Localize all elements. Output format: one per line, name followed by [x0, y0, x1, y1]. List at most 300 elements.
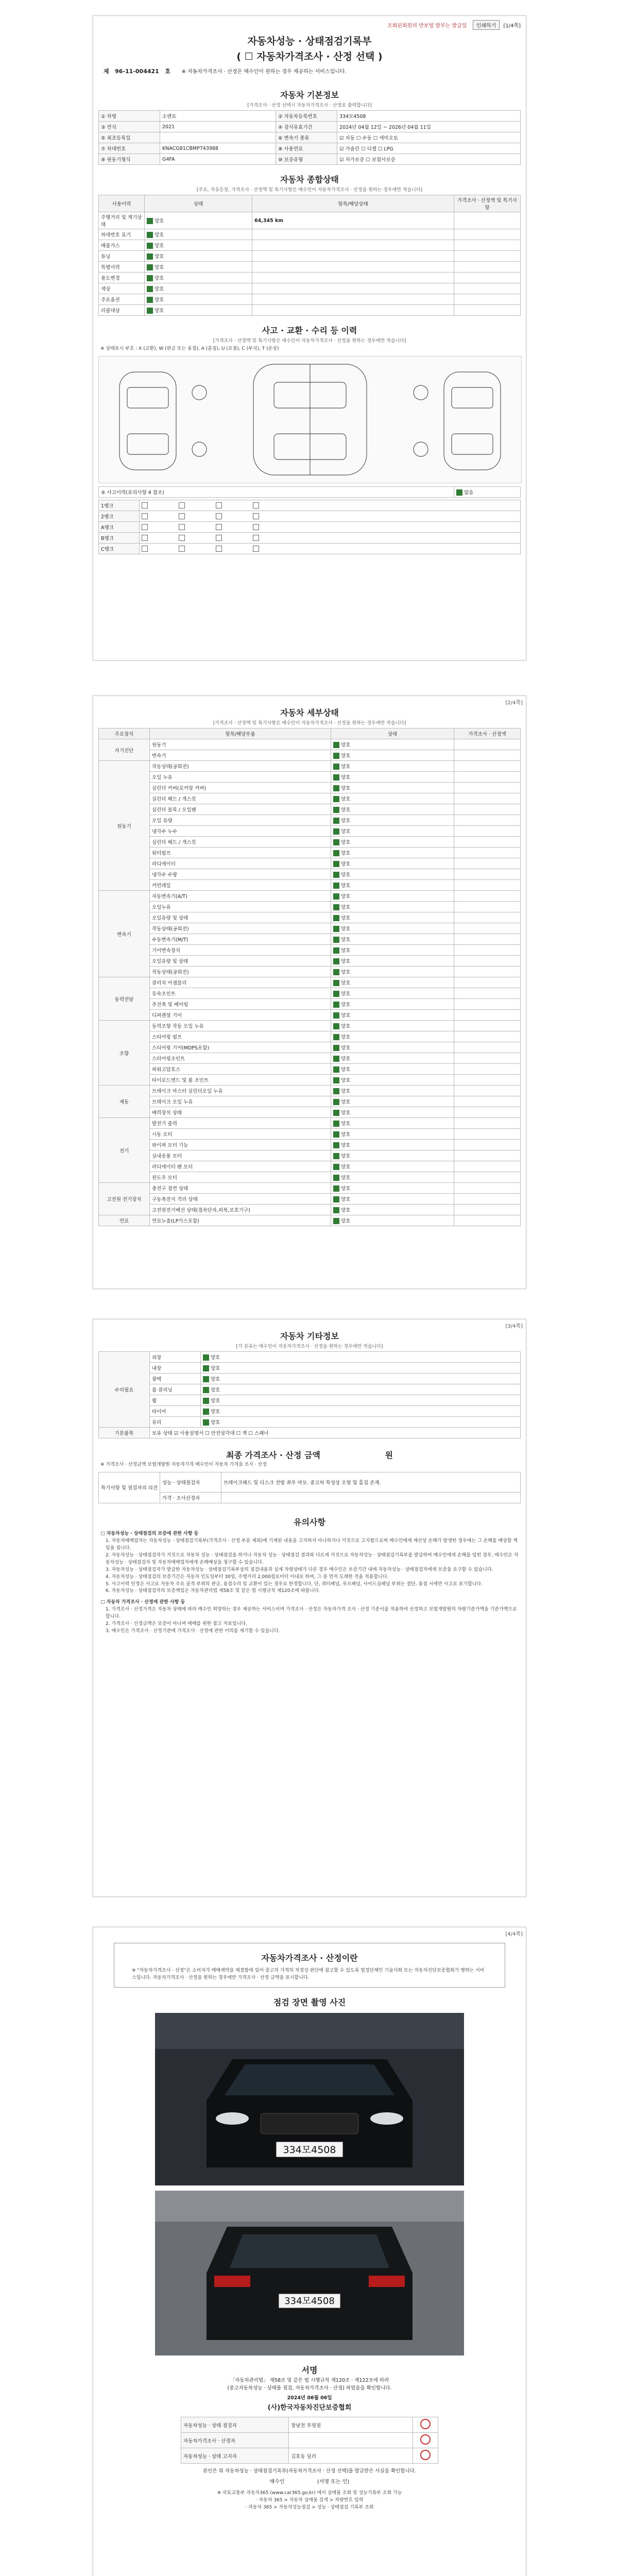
check-icon: [203, 1365, 209, 1371]
checkbox-icon: [253, 546, 259, 552]
detail-group: 원동기: [99, 761, 150, 891]
detail-group: 고전원 전기장치: [99, 1183, 150, 1215]
detail-col-3: 상태: [331, 728, 454, 739]
detail-row: [99, 891, 521, 902]
rank-table: [98, 500, 521, 554]
detail-price: [454, 1194, 521, 1205]
check-icon: [147, 232, 153, 238]
check-icon: [333, 1034, 339, 1040]
check-icon: [333, 893, 339, 900]
special-text: 브레이크패드 및 디스크 전방 좌우 마모. 중고차 특성상 오염 및 흠집 존재.: [221, 1472, 521, 1492]
detail-price: [454, 793, 521, 804]
rank-row: [99, 543, 521, 554]
detail-price: [454, 1086, 521, 1096]
price-title: 최종 가격조사 · 산정 금액 원: [226, 1450, 393, 1460]
check-icon: [333, 1045, 339, 1051]
basic-label: ④ 검사유효기간: [276, 122, 337, 132]
status-price: [454, 273, 521, 283]
rank-row: [99, 500, 521, 511]
detail-status: 양호: [331, 869, 454, 880]
detail-row: [99, 967, 521, 977]
repair-check: 양호: [201, 1384, 521, 1395]
detail-item: 디퍼렌셜 기어: [150, 1010, 331, 1021]
repair-check: 양호: [201, 1417, 521, 1428]
mileage-value: 64,345 km: [254, 217, 284, 224]
basic-label: ⑨ 원동기형식: [99, 154, 160, 165]
detail-price: [454, 934, 521, 945]
detail-item: 발전기 출력: [150, 1118, 331, 1129]
detail-price: [454, 1107, 521, 1118]
detail-price: [454, 891, 521, 902]
check-icon: [333, 742, 339, 748]
seal-icon: [413, 2448, 438, 2464]
detail-price: [454, 1161, 521, 1172]
note-line: 3. 매수인은 가격조사 · 산정기관에 가격조사 · 산정에 관한 이의를 제기할 수 있습니다.: [106, 1629, 280, 1634]
detail-item: 브레이크 오일 누유: [150, 1096, 331, 1107]
checkbox-icon: [216, 524, 222, 530]
detail-row: [99, 869, 521, 880]
detail-row: [99, 956, 521, 967]
seal-icon: [413, 2433, 438, 2448]
page-2: [93, 696, 526, 1289]
check-icon: [333, 883, 339, 889]
rank-label: 2랭크: [99, 511, 140, 521]
detail-row: [99, 945, 521, 956]
detail-item: 실린더 커버(로커암 커버): [150, 783, 331, 793]
seal-icon: [413, 2417, 438, 2433]
sign-name: 장남천 부평점: [289, 2417, 413, 2433]
repair-row: [99, 1363, 521, 1374]
detail-item: 추진축 및 베어링: [150, 999, 331, 1010]
detail-item: 시동 모터: [150, 1129, 331, 1140]
status-price: [454, 212, 521, 229]
basic-value: ☑ 가솔린 ☐ 디젤 ☐ LPG: [337, 143, 520, 154]
detail-item: 배력장치 상태: [150, 1107, 331, 1118]
detail-item: 충전구 절연 상태: [150, 1183, 331, 1194]
status-subtitle: [주요, 자유등장, 가격조사 · 산정액 및 특기사항은 매수인이 자동차가격조사 · 산정을 원하는 경우에만 적습니다]: [196, 188, 423, 193]
detail-price: [454, 869, 521, 880]
svg-text:334모4508: 334모4508: [283, 2144, 336, 2156]
detail-row: [99, 988, 521, 999]
detail-status: 양호: [331, 761, 454, 772]
note-line: 4. 자동차성능 · 상태점검의 보증기간은 자동차 인도일부터 30일, 주행거리 2,000킬로미터 이내로 하며, 그 중 먼저 도래한 것을 적용합니다.: [106, 1574, 389, 1580]
detail-price: [454, 880, 521, 891]
repair-item: 타이어: [150, 1406, 201, 1417]
detail-status: 양호: [331, 999, 454, 1010]
basic-value: G4FA: [160, 154, 276, 165]
check-icon: [333, 980, 339, 986]
sign-text-2: (중고자동차성능 · 상태를 점검, 자동차가격조사 · 산정) 하였음을 확인합니다.: [227, 2385, 392, 2392]
other-table: [98, 1351, 521, 1438]
status-row: [99, 294, 521, 305]
detail-item: 구동축전지 격리 상태: [150, 1194, 331, 1205]
detail-status: 양호: [331, 783, 454, 793]
status-price: [454, 229, 521, 240]
detail-item: 실린더 블록 / 오일팬: [150, 804, 331, 815]
check-icon: [203, 1398, 209, 1404]
detail-group: 제동: [99, 1086, 150, 1118]
check-icon: [333, 904, 339, 910]
detail-status: 양호: [331, 880, 454, 891]
check-icon: [203, 1354, 209, 1361]
detail-price: [454, 1064, 521, 1075]
detail-status: 양호: [331, 1053, 454, 1064]
basic-items-value: 보유 상태 ☑ 사용설명서 ☐ 안전삼각대 ☐ 잭 ☐ 스패너: [150, 1428, 521, 1438]
check-icon: [333, 828, 339, 835]
print-notice: 조회된회원의 반보험 발부는 발급일: [387, 23, 467, 29]
basic-value: [160, 132, 276, 143]
checkbox-icon: [179, 546, 185, 552]
check-icon: [333, 850, 339, 856]
repair-item: 룸 클리닝: [150, 1384, 201, 1395]
detail-row: [99, 1064, 521, 1075]
detail-group: 자기진단: [99, 739, 150, 761]
status-detail: [252, 229, 454, 240]
status-row: [99, 251, 521, 262]
detail-status: 양호: [331, 902, 454, 912]
checkbox-icon: [142, 513, 148, 519]
basic-info-row: [99, 143, 521, 154]
rank-label: A랭크: [99, 521, 140, 532]
checkbox-icon: [216, 546, 222, 552]
detail-row: [99, 1053, 521, 1064]
repair-item: 내장: [150, 1363, 201, 1374]
detail-status: 양호: [331, 1140, 454, 1150]
detail-item: 동력조향 작동 오일 누유: [150, 1021, 331, 1031]
detail-status: 양호: [331, 793, 454, 804]
rank-row: [99, 511, 521, 521]
detail-price: [454, 1129, 521, 1140]
print-button[interactable]: 인쇄하기: [473, 20, 500, 30]
sign-role: 자동차성능 · 상태 점검자: [181, 2417, 289, 2433]
detail-subtitle: [가격조사 · 산정액 및 특기사항은 매수인이 자동차가격조사 · 산정을 원하는 경우에만 적습니다]: [213, 721, 406, 726]
detail-row: [99, 1107, 521, 1118]
svg-text:334모4508: 334모4508: [284, 2295, 335, 2307]
sign-role: 자동차가격조사 · 산정자: [181, 2433, 289, 2448]
notes-head-2: □ 자동차 가격조사 · 산정에 관한 사항 등: [100, 1600, 185, 1605]
detail-row: [99, 1118, 521, 1129]
accident-history-value: 없음: [454, 486, 521, 497]
detail-group: 연료: [99, 1215, 150, 1226]
detail-item: 타이로드엔드 및 볼 조인트: [150, 1075, 331, 1086]
status-item: 리콜대상: [99, 305, 145, 316]
detail-item: 파워고압호스: [150, 1064, 331, 1075]
detail-status: 양호: [331, 750, 454, 761]
repair-row: [99, 1384, 521, 1395]
detail-status: 양호: [331, 1215, 454, 1226]
repair-item: 광택: [150, 1374, 201, 1384]
basic-info-row: [99, 122, 521, 132]
checkbox-icon: [216, 513, 222, 519]
detail-item: 기어변속장치: [150, 945, 331, 956]
detail-row: [99, 1150, 521, 1161]
detail-row: [99, 923, 521, 934]
basic-value: KNACG81CBMP743988: [160, 143, 276, 154]
detail-status: 양호: [331, 848, 454, 858]
detail-row: [99, 1086, 521, 1096]
status-price: [454, 251, 521, 262]
detail-col-1: 주요장치: [99, 728, 150, 739]
check-icon: [333, 807, 339, 813]
detail-status: 양호: [331, 1086, 454, 1096]
price-notice: ※ 가격조사 · 산정금액 보험개발원 자동차가격 매수인이 자동차 가격을 조사 · 산정: [100, 1462, 267, 1467]
doc-subtitle: ( ☐ 자동차가격조사 · 산정 선택 ): [236, 51, 383, 62]
checkbox-icon: [216, 502, 222, 509]
check-icon: [333, 1185, 339, 1192]
check-icon: [333, 818, 339, 824]
status-detail: [252, 273, 454, 283]
detail-status: 양호: [331, 772, 454, 783]
rank-label: B랭크: [99, 532, 140, 543]
detail-item: 실린더 헤드 / 개스킷: [150, 793, 331, 804]
service-box: [114, 1943, 505, 1988]
inspection-photo-rear: [155, 2191, 464, 2355]
detail-item: 실내송풍 모터: [150, 1150, 331, 1161]
special-row2-text: [221, 1492, 521, 1503]
status-check: 양호: [145, 262, 252, 273]
check-icon: [333, 796, 339, 802]
repair-item: 유리: [150, 1417, 201, 1428]
repair-row: [99, 1374, 521, 1384]
check-icon: [333, 1131, 339, 1138]
checkbox-icon: [142, 502, 148, 509]
check-icon: [203, 1376, 209, 1382]
rank-row: [99, 532, 521, 543]
detail-price: [454, 1031, 521, 1042]
check-icon: [333, 1002, 339, 1008]
note-line: 5. 사고이력 인정은 사고로 자동차 주요 골격 부위의 판금, 용접수리 및 교환이 있는 경우로 한정합니다. 단, 쿼터패널, 루프패널, 사이드실패널 부위는 절단, 용접 시에만 사고로 표기합니다.: [106, 1581, 483, 1587]
detail-item: 냉각수 수량: [150, 869, 331, 880]
repair-check: 양호: [201, 1374, 521, 1384]
check-icon: [147, 218, 153, 224]
check-icon: [333, 764, 339, 770]
check-icon: [147, 243, 153, 249]
basic-label: ③ 연식: [99, 122, 160, 132]
page-number: [4/4쪽]: [505, 1931, 523, 1937]
basic-info-title: 자동차 기본정보: [280, 90, 339, 100]
detail-group: 동력전달: [99, 977, 150, 1021]
check-icon: [333, 1077, 339, 1083]
checkbox-icon: [142, 524, 148, 530]
detail-status: 양호: [331, 739, 454, 750]
detail-price: [454, 815, 521, 826]
sign-row: [181, 2433, 438, 2448]
footer-line: · 자동차 365 > 자동차성능점검 > 성능 · 상태점검 기록부 조회: [245, 2505, 374, 2511]
basic-value: 2021: [160, 122, 276, 132]
checkbox-icon: [253, 513, 259, 519]
detail-price: [454, 804, 521, 815]
detail-price: [454, 1096, 521, 1107]
detail-row: [99, 858, 521, 869]
basic-label: ⑧ 사용연료: [276, 143, 337, 154]
detail-group: 변속기: [99, 891, 150, 977]
status-item: 차대번호 표기: [99, 229, 145, 240]
inspection-photo-front: [155, 2013, 464, 2185]
checkbox-icon: [216, 535, 222, 541]
detail-item: 작동상태(공회전): [150, 923, 331, 934]
check-icon: [147, 286, 153, 292]
basic-value: ☑ 자동 ☐ 수동 ☐ 세미오토: [337, 132, 520, 143]
detail-row: [99, 1194, 521, 1205]
check-icon: [147, 308, 153, 314]
check-icon: [333, 872, 339, 878]
detail-item: 와이퍼 모터 기능: [150, 1140, 331, 1150]
basic-info-subtitle: [가격조사 · 산정 선택시 자동차가격조사 · 산정표 출력합니다]: [247, 103, 372, 108]
status-col-3: 항목/해당상태: [252, 195, 454, 212]
page-number: [2/4쪽]: [505, 700, 523, 706]
detail-item: 변속기: [150, 750, 331, 761]
basic-items-row: [99, 1428, 521, 1438]
basic-label: ① 차명: [99, 111, 160, 122]
accident-legend: ※ 상태표시 부호 : X (교환), W (판금 또는 용접), A (흠집), U (요철), C (부식), T (손상): [100, 346, 279, 351]
page-1: [93, 15, 526, 660]
checkbox-icon: [253, 524, 259, 530]
status-price: [454, 305, 521, 316]
status-price: [454, 240, 521, 251]
accident-history-label: ⑤ 사고이력(유의사항 4 참조): [99, 486, 454, 497]
detail-price: [454, 1042, 521, 1053]
status-col-1: 사용이력: [99, 195, 145, 212]
detail-row: [99, 1215, 521, 1226]
basic-label: ⑦ 차대번호: [99, 143, 160, 154]
rank-parts: [140, 500, 521, 511]
check-icon: [333, 1023, 339, 1029]
detail-status: 양호: [331, 1096, 454, 1107]
check-icon: [333, 1142, 339, 1148]
rank-row: [99, 521, 521, 532]
detail-price: [454, 772, 521, 783]
detail-status: 양호: [331, 891, 454, 902]
status-detail: [252, 262, 454, 273]
status-detail: [252, 305, 454, 316]
detail-row: [99, 912, 521, 923]
detail-row: [99, 793, 521, 804]
check-icon: [333, 947, 339, 954]
detail-price: [454, 967, 521, 977]
detail-status: 양호: [331, 1021, 454, 1031]
detail-item: 작동상태(공회전): [150, 967, 331, 977]
detail-item: 실린더 헤드 / 개스킷: [150, 837, 331, 848]
repair-row: [99, 1417, 521, 1428]
detail-price: [454, 977, 521, 988]
check-icon: [147, 264, 153, 270]
detail-status: 양호: [331, 1107, 454, 1118]
rank-label: C랭크: [99, 543, 140, 554]
detail-price: [454, 739, 521, 750]
detail-row: [99, 1010, 521, 1021]
check-icon: [333, 1012, 339, 1019]
detail-price: [454, 1150, 521, 1161]
detail-row: [99, 1205, 521, 1215]
status-title: 자동차 종합상태: [280, 175, 339, 184]
status-check: 양호: [145, 283, 252, 294]
status-item: 주요옵션: [99, 294, 145, 305]
check-icon: [333, 1196, 339, 1202]
rank-parts: [140, 532, 521, 543]
detail-price: [454, 783, 521, 793]
special-table: [98, 1472, 521, 1503]
check-icon: [333, 1164, 339, 1170]
price-unit: 원: [385, 1450, 393, 1460]
detail-price: [454, 945, 521, 956]
rank-label: 1랭크: [99, 500, 140, 511]
detail-status: 양호: [331, 1010, 454, 1021]
status-check: 양호: [145, 305, 252, 316]
doc-no-suffix: 호: [165, 68, 170, 75]
detail-table: [98, 728, 521, 1226]
status-detail: [252, 283, 454, 294]
sign-title: 서명: [301, 2365, 318, 2375]
car-outline-icon: [99, 357, 521, 483]
checkbox-icon: [179, 524, 185, 530]
detail-col-2: 항목/해당부품: [150, 728, 331, 739]
sign-table: [181, 2417, 438, 2464]
sign-org: (사)한국자동차진단보증협회: [267, 2404, 352, 2412]
sign-name: 김호동 딜러: [289, 2448, 413, 2464]
detail-price: [454, 1205, 521, 1215]
detail-row: [99, 880, 521, 891]
check-icon: [203, 1387, 209, 1393]
status-price: [454, 294, 521, 305]
service-title: 자동차가격조사 · 산정이란: [261, 1953, 358, 1963]
notes-title: 유의사항: [294, 1517, 325, 1527]
detail-status: 양호: [331, 1129, 454, 1140]
status-col-4: 가격조사 · 산정액 및 특기사항: [454, 195, 521, 212]
check-icon: [333, 774, 339, 781]
status-price: [454, 262, 521, 273]
detail-row: [99, 826, 521, 837]
detail-price: [454, 837, 521, 848]
detail-price: [454, 826, 521, 837]
detail-status: 양호: [331, 1042, 454, 1053]
detail-item: 스티어링 펌프: [150, 1031, 331, 1042]
repair-row: [99, 1352, 521, 1363]
detail-row: [99, 1140, 521, 1150]
detail-row: [99, 1183, 521, 1194]
doc-title: 자동차성능 · 상태점검기록부: [247, 36, 372, 47]
repair-row: [99, 1406, 521, 1417]
detail-status: 양호: [331, 815, 454, 826]
check-icon: [333, 915, 339, 921]
detail-status: 양호: [331, 1031, 454, 1042]
detail-price: [454, 1010, 521, 1021]
detail-row: [99, 999, 521, 1010]
detail-item: 냉각수 누수: [150, 826, 331, 837]
detail-row: [99, 739, 521, 750]
receipt-text: 본인은 위 자동차성능 · 상태점검기록부(자동차가격조사 · 산정 선택)를 발급받은 사실을 확인합니다.: [203, 2468, 416, 2475]
detail-item: 등속조인트: [150, 988, 331, 999]
check-icon: [333, 785, 339, 791]
detail-row: [99, 1161, 521, 1172]
detail-status: 양호: [331, 837, 454, 848]
detail-row: [99, 804, 521, 815]
detail-status: 양호: [331, 988, 454, 999]
detail-price: [454, 1172, 521, 1183]
detail-status: 양호: [331, 945, 454, 956]
note-line: 2. 자동차성능 · 상태점검자가 거짓으로 자동차 성능 · 상태점검을 하거나 자동차 성능 · 상태점검 결과와 다르게 거짓으로 자동차성능 · 상태점검기록부를 발급하여 매수인에게 손해를 입힌 경우, 매수인은 자동차성능 · 상태점검자 및 자동차매매업자에게 손해배상을 청구할 수 있습니다.: [106, 1552, 519, 1565]
detail-row: [99, 1172, 521, 1183]
repair-check: 양호: [201, 1406, 521, 1417]
note-line: 1. 가격조사 · 산정가격은 자동차 상태에 따라 매수인 희망하는 경우 제공하는 서비스이며 가격조사 · 산정은 자동차가격 조사 · 산정 기준서를 적용하여 산정하고 보험개발원의 차량기준가액을 기준가액으로 합니다.: [106, 1607, 517, 1620]
buyer-sign: (서명 또는 인): [317, 2479, 350, 2485]
detail-item: 오일유량 및 상태: [150, 956, 331, 967]
status-detail: [252, 251, 454, 262]
status-check: 양호: [145, 212, 252, 229]
rank-parts: [140, 543, 521, 554]
detail-price: [454, 848, 521, 858]
check-icon: [333, 1207, 339, 1213]
detail-item: 오일누유: [150, 902, 331, 912]
